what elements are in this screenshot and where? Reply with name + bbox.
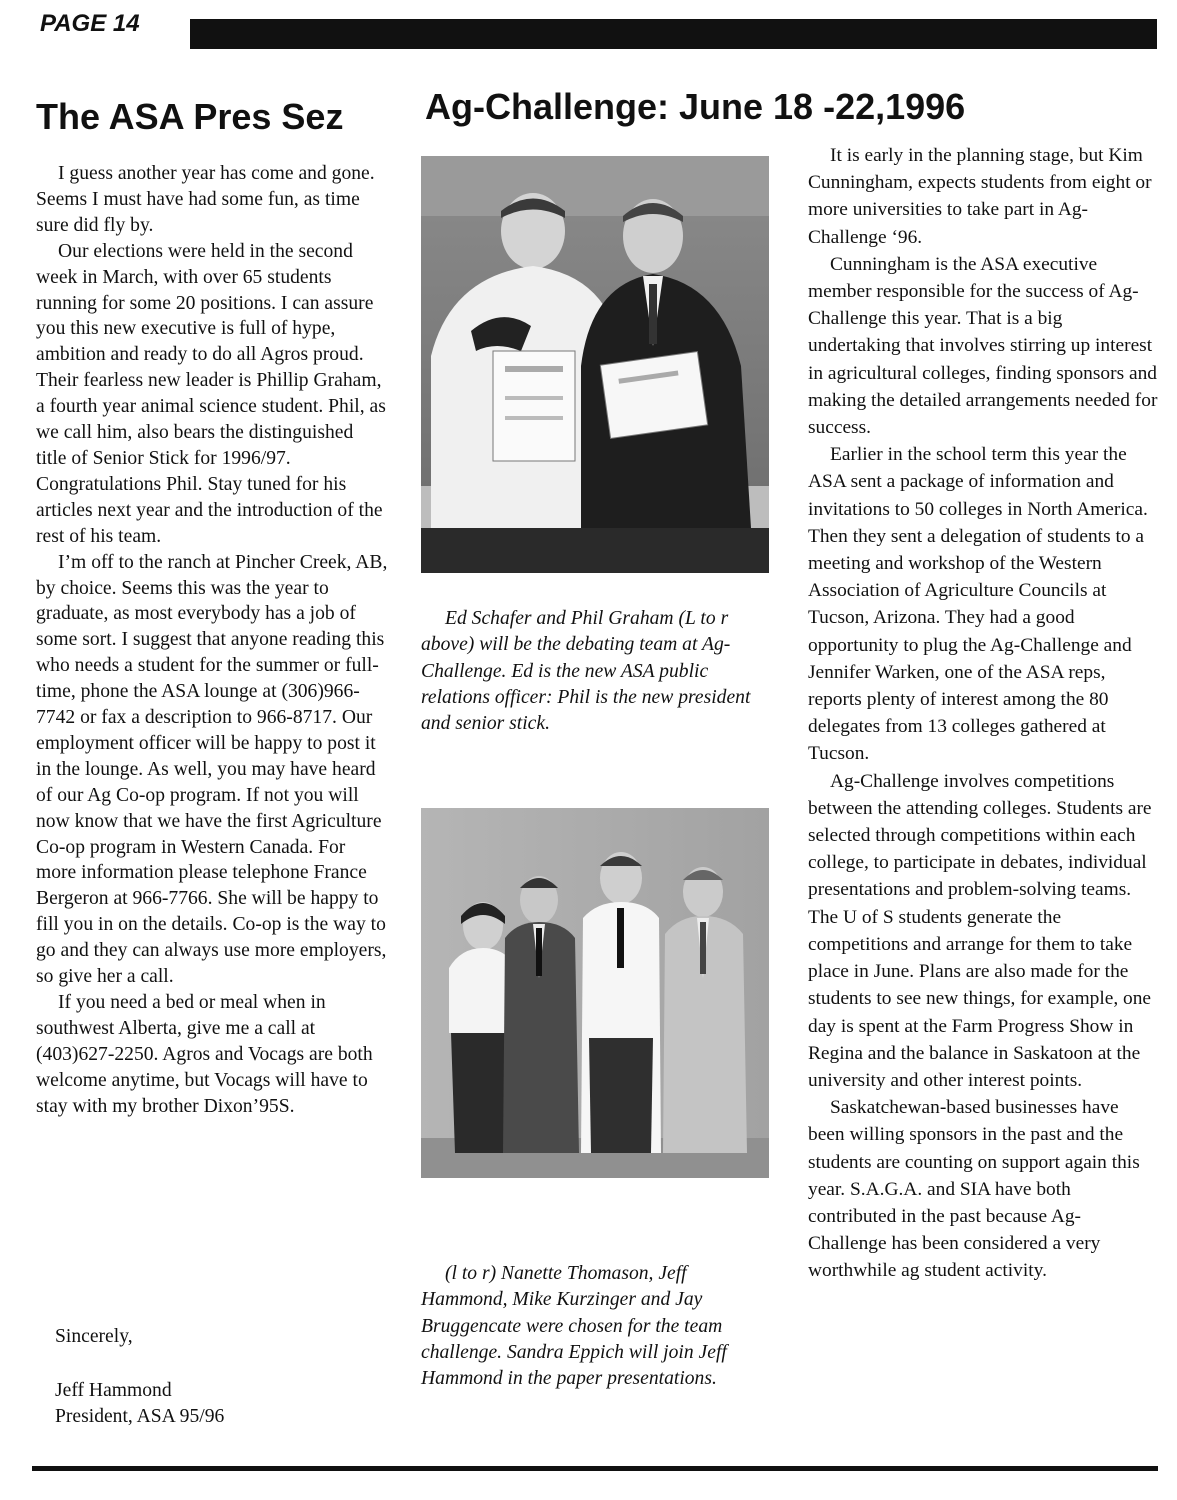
signature-title: President, ASA 95/96 [55, 1405, 225, 1427]
right-paragraph: Saskatchewan-based businesses have been willing sponsors in the past and the students are counting on support again this year. S.A.G.A. and SIA have both contributed in the past because Ag-Challenge has been considered a very worthwhile ag student activity. [808, 1097, 1140, 1282]
signature-block [55, 1378, 224, 1430]
right-article-body [808, 142, 1158, 1285]
left-article-title: The ASA Pres Sez [36, 96, 344, 137]
caption-debating-team: Ed Schafer and Phil Graham (L to r above) will be the debating team at Ag-Challenge. Ed is the new ASA public relations officer: Phil is the new president and senior stick. [421, 608, 751, 735]
left-article-body [36, 161, 388, 1120]
signature-name: Jeff Hammond [55, 1380, 172, 1401]
right-article-title: Ag-Challenge: June 18 -22,1996 [425, 86, 966, 127]
left-paragraph: I’m off to the ranch at Pincher Creek, AB, by choice. Seems this was the year to graduate, as most everybody has a job of some sort. I suggest that anyone reading this who needs a student for the summer or full-time, phone the ASA lounge at (306)966-7742 or fax a description to 966-8717. Our employment officer will be happy to post it in the lounge. As well, you may have heard of our Ag Co-op program. If not you will now know that we have the first Agriculture Co-op program in Western Canada. For more information please telephone France Bergeron at 966-7766. She will be happy to fill you in on the details. Co-op is the way to go and they can always use more employers, so give her a call. [36, 551, 388, 988]
photo-debating-team [421, 156, 769, 573]
closing-salutation: Sincerely, [55, 1326, 133, 1347]
photo-debating-team-image [421, 156, 769, 573]
right-paragraph: Ag-Challenge involves competitions between the attending colleges. Students are selected through competitions within each college, to participate in debates, individual presentations and problem-solving teams. The U of S students generate the competitions and arrange for them to take place in June. Plans are also made for the students to see new things, for example, one day is spent at the Farm Progress Show in Regina and the balance in Saskatoon at the university and other interest points. [808, 770, 1152, 1091]
photo-team-challenge-image [421, 808, 769, 1178]
page-number: PAGE 14 [40, 10, 140, 37]
photo-team-challenge [421, 808, 769, 1178]
right-paragraph: It is early in the planning stage, but Kim Cunningham, expects students from eight or more universities to take part in Ag-Challenge ‘96. [808, 145, 1152, 248]
caption-team-challenge: (l to r) Nanette Thomason, Jeff Hammond, Mike Kurzinger and Jay Bruggencate were chosen for the team challenge. Sandra Eppich will join Jeff Hammond in the paper presentations. [421, 1263, 727, 1390]
left-paragraph: I guess another year has come and gone. Seems I must have had some fun, as time sure did fly by. [36, 163, 375, 236]
right-paragraph: Earlier in the school term this year the ASA sent a package of information and invitations to 50 colleges in North America. Then they sent a delegation of students to a meeting and workshop of the Western Association of Agriculture Councils at Tucson, Arizona. They had a good opportunity to plug the Ag-Challenge and Jennifer Warken, one of the ASA reps, reports plenty of interest among the 80 delegates from 13 colleges gathered at Tucson. [808, 444, 1148, 765]
right-paragraph: Cunningham is the ASA executive member responsible for the success of Ag-Challenge this year. That is a big undertaking that involves stirring up interest in agricultural colleges, finding sponsors and making the detailed arrangements needed for success. [808, 253, 1158, 439]
bottom-rule [32, 1466, 1158, 1471]
header-bar [190, 19, 1157, 49]
left-paragraph: If you need a bed or meal when in southwest Alberta, give me a call at (403)627-2250. Agros and Vocags are both welcome anytime, but Vocags will have to stay with my brother Dixon’95S. [36, 992, 373, 1117]
left-paragraph: Our elections were held in the second week in March, with over 65 students running for some 20 positions. I can assure you this new executive is full of hype, ambition and ready to do all Agros proud. Their fearless new leader is Phillip Graham, a fourth year animal science student. Phil, as we call him, also bears the distinguished title of Senior Stick for 1996/97. Congratulations Phil. Stay tuned for his articles next year and the introduction of the rest of his team. [36, 240, 386, 547]
